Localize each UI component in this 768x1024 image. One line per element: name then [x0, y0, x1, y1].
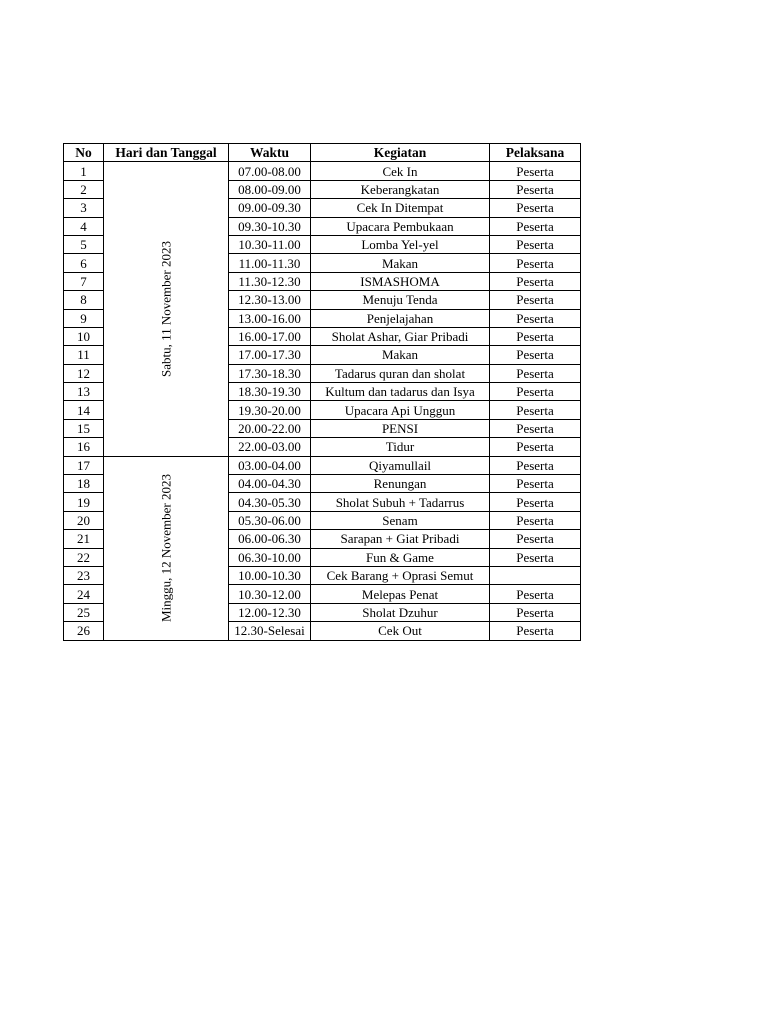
- table-row: [64, 456, 581, 474]
- cell-time: 09.30-10.30: [229, 217, 311, 235]
- cell-time: 10.30-12.00: [229, 585, 311, 603]
- header-activity: Kegiatan: [311, 144, 490, 162]
- cell-executor: Peserta: [490, 511, 581, 529]
- cell-executor: Peserta: [490, 235, 581, 253]
- cell-activity: Sarapan + Giat Pribadi: [311, 530, 490, 548]
- cell-no: 13: [64, 383, 104, 401]
- cell-executor: Peserta: [490, 548, 581, 566]
- cell-day-date: [104, 162, 229, 456]
- cell-executor: Peserta: [490, 180, 581, 198]
- cell-executor: Peserta: [490, 603, 581, 621]
- cell-no: 25: [64, 603, 104, 621]
- cell-time: 17.30-18.30: [229, 364, 311, 382]
- cell-activity: Senam: [311, 511, 490, 529]
- cell-activity: Tadarus quran dan sholat: [311, 364, 490, 382]
- cell-time: 12.30-13.00: [229, 291, 311, 309]
- cell-activity: Upacara Api Unggun: [311, 401, 490, 419]
- cell-no: 8: [64, 291, 104, 309]
- header-row: [64, 144, 581, 162]
- schedule-body: [64, 162, 581, 640]
- cell-time: 16.00-17.00: [229, 327, 311, 345]
- cell-activity: ISMASHOMA: [311, 272, 490, 290]
- cell-no: 4: [64, 217, 104, 235]
- cell-time: 22.00-03.00: [229, 438, 311, 456]
- cell-activity: Sholat Subuh + Tadarrus: [311, 493, 490, 511]
- cell-executor: Peserta: [490, 438, 581, 456]
- cell-activity: Tidur: [311, 438, 490, 456]
- cell-executor: Peserta: [490, 456, 581, 474]
- cell-no: 21: [64, 530, 104, 548]
- cell-executor: Peserta: [490, 346, 581, 364]
- cell-time: 03.00-04.00: [229, 456, 311, 474]
- cell-executor: Peserta: [490, 272, 581, 290]
- cell-time: 19.30-20.00: [229, 401, 311, 419]
- cell-time: 07.00-08.00: [229, 162, 311, 180]
- cell-activity: Cek Out: [311, 622, 490, 640]
- cell-no: 14: [64, 401, 104, 419]
- cell-no: 3: [64, 199, 104, 217]
- cell-executor: Peserta: [490, 199, 581, 217]
- cell-activity: Keberangkatan: [311, 180, 490, 198]
- cell-executor: Peserta: [490, 254, 581, 272]
- cell-time: 06.00-06.30: [229, 530, 311, 548]
- cell-executor: Peserta: [490, 383, 581, 401]
- cell-no: 18: [64, 475, 104, 493]
- cell-executor: Peserta: [490, 622, 581, 640]
- cell-time: 20.00-22.00: [229, 419, 311, 437]
- cell-activity: Qiyamullail: [311, 456, 490, 474]
- cell-time: 18.30-19.30: [229, 383, 311, 401]
- cell-executor: Peserta: [490, 419, 581, 437]
- cell-executor: Peserta: [490, 585, 581, 603]
- cell-activity: PENSI: [311, 419, 490, 437]
- cell-no: 24: [64, 585, 104, 603]
- cell-no: 22: [64, 548, 104, 566]
- cell-no: 1: [64, 162, 104, 180]
- cell-activity: Fun & Game: [311, 548, 490, 566]
- cell-time: 04.00-04.30: [229, 475, 311, 493]
- cell-no: 9: [64, 309, 104, 327]
- table-row: [64, 162, 581, 180]
- header-time: Waktu: [229, 144, 311, 162]
- cell-time: 04.30-05.30: [229, 493, 311, 511]
- cell-no: 17: [64, 456, 104, 474]
- cell-executor: Peserta: [490, 162, 581, 180]
- cell-executor: Peserta: [490, 309, 581, 327]
- cell-executor: Peserta: [490, 217, 581, 235]
- header-day-date: Hari dan Tanggal: [104, 144, 229, 162]
- header-no: No: [64, 144, 104, 162]
- cell-activity: Cek Barang + Oprasi Semut: [311, 566, 490, 584]
- cell-no: 7: [64, 272, 104, 290]
- cell-activity: Makan: [311, 254, 490, 272]
- cell-no: 15: [64, 419, 104, 437]
- schedule-table: [63, 143, 581, 641]
- cell-no: 5: [64, 235, 104, 253]
- cell-no: 12: [64, 364, 104, 382]
- cell-no: 6: [64, 254, 104, 272]
- cell-executor: Peserta: [490, 475, 581, 493]
- cell-activity: Sholat Dzuhur: [311, 603, 490, 621]
- cell-activity: Upacara Pembukaan: [311, 217, 490, 235]
- cell-time: 11.00-11.30: [229, 254, 311, 272]
- cell-no: 2: [64, 180, 104, 198]
- cell-no: 11: [64, 346, 104, 364]
- cell-time: 06.30-10.00: [229, 548, 311, 566]
- cell-no: 16: [64, 438, 104, 456]
- cell-no: 20: [64, 511, 104, 529]
- cell-time: 09.00-09.30: [229, 199, 311, 217]
- cell-activity: Cek In: [311, 162, 490, 180]
- cell-time: 11.30-12.30: [229, 272, 311, 290]
- cell-executor: Peserta: [490, 291, 581, 309]
- cell-activity: Menuju Tenda: [311, 291, 490, 309]
- cell-no: 23: [64, 566, 104, 584]
- cell-executor: Peserta: [490, 364, 581, 382]
- cell-no: 10: [64, 327, 104, 345]
- cell-executor: Peserta: [490, 493, 581, 511]
- cell-activity: Makan: [311, 346, 490, 364]
- cell-time: 10.00-10.30: [229, 566, 311, 584]
- cell-activity: Kultum dan tadarus dan Isya: [311, 383, 490, 401]
- cell-activity: Lomba Yel-yel: [311, 235, 490, 253]
- cell-executor: Peserta: [490, 530, 581, 548]
- cell-executor: Peserta: [490, 401, 581, 419]
- cell-no: 26: [64, 622, 104, 640]
- cell-time: 12.30-Selesai: [229, 622, 311, 640]
- cell-time: 10.30-11.00: [229, 235, 311, 253]
- day-date-label: Sabtu, 11 November 2023: [158, 241, 174, 378]
- cell-activity: Penjelajahan: [311, 309, 490, 327]
- cell-activity: Melepas Penat: [311, 585, 490, 603]
- cell-time: 13.00-16.00: [229, 309, 311, 327]
- day-date-label: Minggu, 12 November 2023: [158, 474, 174, 623]
- cell-time: 05.30-06.00: [229, 511, 311, 529]
- cell-activity: Renungan: [311, 475, 490, 493]
- cell-time: 08.00-09.00: [229, 180, 311, 198]
- header-executor: Pelaksana: [490, 144, 581, 162]
- cell-executor: [490, 566, 581, 584]
- cell-time: 12.00-12.30: [229, 603, 311, 621]
- cell-day-date: [104, 456, 229, 640]
- cell-time: 17.00-17.30: [229, 346, 311, 364]
- cell-executor: Peserta: [490, 327, 581, 345]
- cell-no: 19: [64, 493, 104, 511]
- cell-activity: Cek In Ditempat: [311, 199, 490, 217]
- cell-activity: Sholat Ashar, Giar Pribadi: [311, 327, 490, 345]
